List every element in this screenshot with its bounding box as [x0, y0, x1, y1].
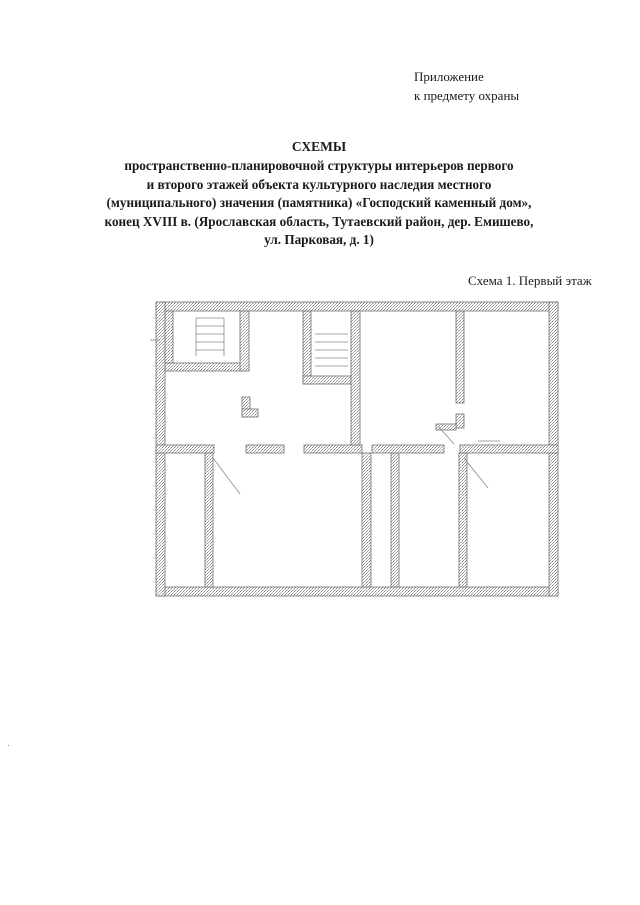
- title-line-2: и второго этажей объекта культурного наследия местного: [146, 176, 492, 192]
- scheme-caption: Схема 1. Первый этаж: [468, 273, 592, 288]
- title-line-5: ул. Парковая, д. 1): [264, 232, 374, 248]
- appendix-line-2: к предмету охраны: [414, 88, 520, 103]
- title-line-3: (муниципального) значения (памятника) «Господский каменный дом»,: [106, 195, 532, 211]
- title-heading: СХЕМЫ: [291, 139, 347, 154]
- plan-walls: [156, 302, 558, 596]
- appendix-line-1: Приложение: [414, 69, 484, 84]
- title-line-1: пространственно-планировочной структуры интерьеров первого: [124, 158, 514, 174]
- plan-details: [150, 318, 500, 494]
- title-line-4: конец XVIII в. (Ярославская область, Тутаевский район, дер. Емишево,: [104, 213, 534, 229]
- scan-speck: [8, 745, 9, 746]
